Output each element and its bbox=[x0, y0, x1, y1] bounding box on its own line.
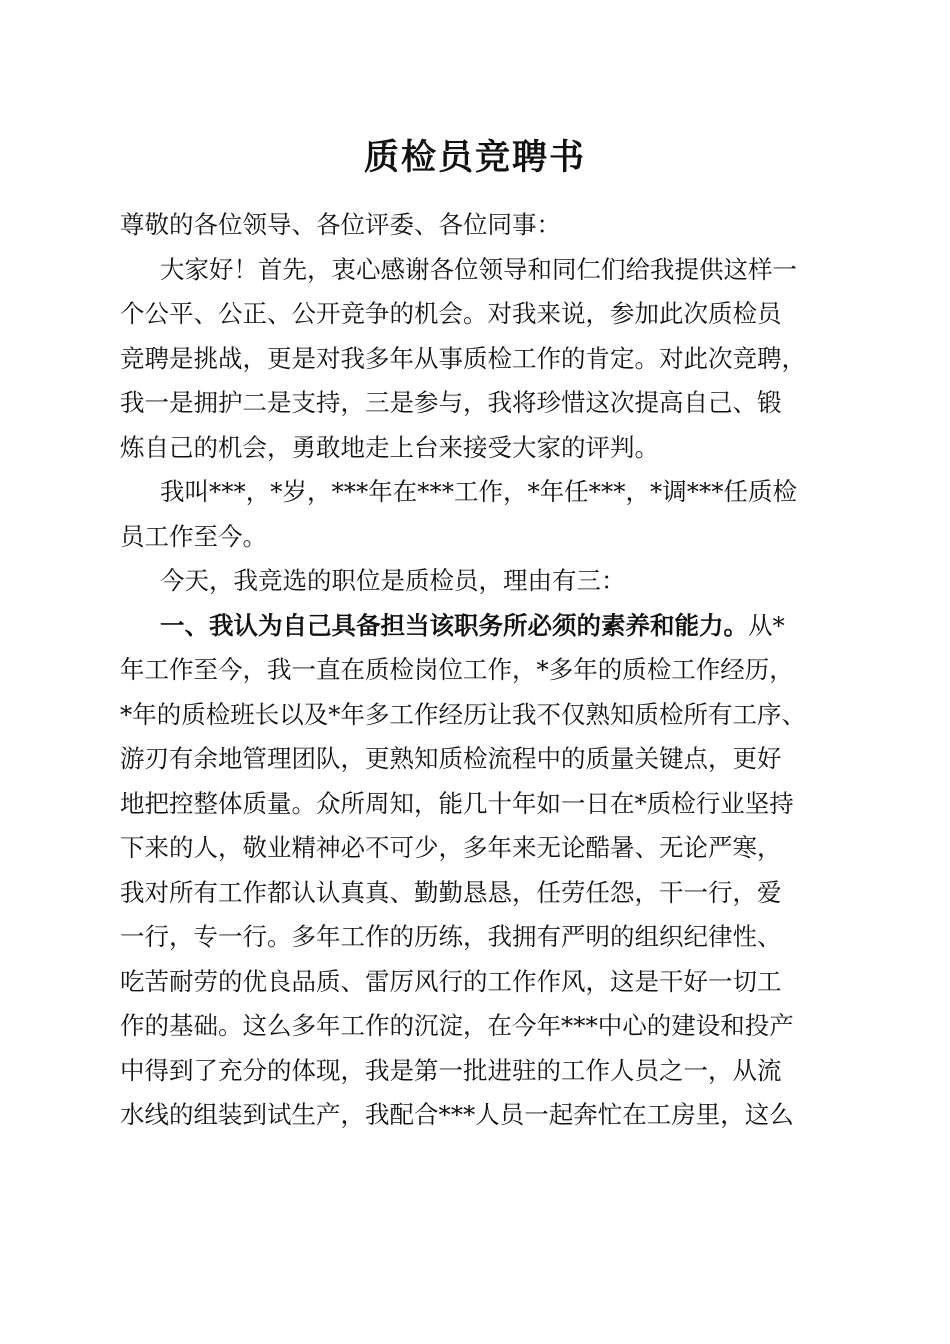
document-body bbox=[120, 203, 832, 1138]
body-line: 地把控整体质量。众所周知，能几十年如一日在*质检行业坚持 bbox=[120, 788, 794, 818]
body-line: 水线的组装到试生产，我配合***人员一起奔忙在工房里，这么 bbox=[120, 1100, 794, 1129]
body-line: 个公平、公正、公开竞争的机会。对我来说，参加此次质检员 bbox=[120, 299, 782, 328]
body-line: 今天，我竞选的职位是质检员，理由有三： bbox=[160, 566, 626, 595]
body-line: 作的基础。这么多年工作的沉淀，在今年***中心的建设和投产 bbox=[120, 1011, 794, 1040]
body-line: 年工作至今，我一直在质检岗位工作，*多年的质检工作经历， bbox=[120, 655, 794, 684]
body-line: 我叫***，*岁，***年在***工作，*年任***，*调***任质检 bbox=[160, 477, 797, 506]
document-title: 质检员竞聘书 bbox=[363, 137, 586, 178]
body-line: 一行，专一行。多年工作的历练，我拥有严明的组织纪律性、 bbox=[120, 922, 782, 951]
body-line: 中得到了充分的体现，我是第一批进驻的工作人员之一，从流 bbox=[120, 1055, 782, 1085]
body-line: 尊敬的各位领导、各位评委、各位同事： bbox=[120, 210, 561, 239]
section-heading: 一、我认为自己具备担当该职务所必须的素养和能力。 bbox=[160, 610, 748, 640]
body-line: 大家好！首先，衷心感谢各位领导和同仁们给我提供这样一 bbox=[160, 254, 797, 284]
body-line: 一、我认为自己具备担当该职务所必须的素养和能力。从* bbox=[160, 610, 785, 640]
body-line: 我对所有工作都认认真真、勤勤恳恳，任劳任怨，干一行，爱 bbox=[120, 877, 782, 907]
body-line: 竞聘是挑战，更是对我多年从事质检工作的肯定。对此次竞聘， bbox=[120, 343, 806, 373]
body-line: 炼自己的机会，勇敢地走上台来接受大家的评判。 bbox=[120, 432, 659, 462]
body-line: 我一是拥护二是支持，三是参与，我将珍惜这次提高自己、锻 bbox=[120, 388, 782, 417]
body-line: 员工作至今。 bbox=[120, 521, 267, 551]
body-line: *年的质检班长以及*年多工作经历让我不仅熟知质检所有工序、 bbox=[120, 699, 806, 729]
body-line: 游刃有余地管理团队，更熟知质检流程中的质量关键点，更好 bbox=[120, 744, 782, 773]
body-line: 下来的人，敬业精神必不可少，多年来无论酷暑、无论严寒， bbox=[120, 833, 782, 862]
body-line: 吃苦耐劳的优良品质、雷厉风行的工作作风，这是干好一切工 bbox=[120, 966, 782, 996]
